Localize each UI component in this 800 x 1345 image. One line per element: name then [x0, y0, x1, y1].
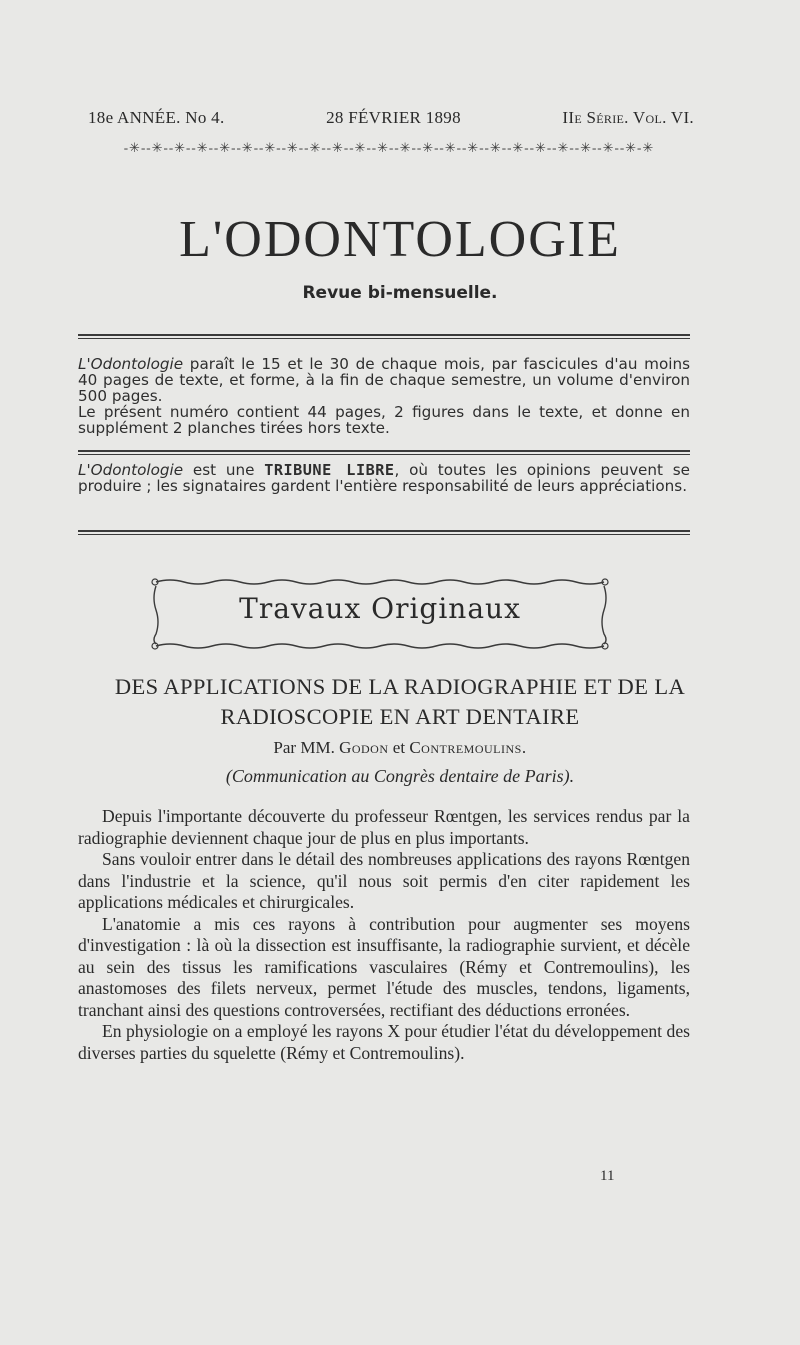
body-paragraph-4: En physiologie on a employé les rayons X pour étudier l'état du développement des diverses parties du squelette (Rémy et Contremoulins). — [78, 1021, 690, 1063]
double-rule-bottom — [78, 530, 690, 535]
notice-schedule-text: paraît le 15 et le 30 de chaque mois, par fascicules d'au moins 40 pages de texte, et forme, à la fin de chaque semestre, un volume d'environ 500 pages. — [78, 355, 690, 405]
double-rule-middle — [78, 450, 690, 455]
body-paragraph-2: Sans vouloir entrer dans le détail des nombreuses applications des rayons Rœntgen dans l'industrie et la science, qu'il nous soit permis d'en citer rapidement les applications médicales et chirurgicales. — [78, 849, 690, 912]
article-title-line-2: RADIOSCOPIE EN ART DENTAIRE — [220, 704, 580, 729]
author-godon: Godon — [339, 738, 389, 757]
journal-title: L'ODONTOLOGIE — [179, 211, 621, 268]
star-ornament-divider: -✳--✳--✳--✳--✳--✳--✳--✳--✳--✳--✳--✳--✳--✳--✳--✳--✳--✳--✳--✳--✳--✳--✳-✳ — [123, 140, 655, 155]
issue-number: 18e ANNÉE. No 4. — [88, 108, 225, 127]
body-paragraph-1: Depuis l'importante découverte du professeur Rœntgen, les services rendus par la radiographie deviennent chaque jour de plus en plus importants. — [78, 806, 690, 848]
journal-name-italic: L'Odontologie — [78, 355, 184, 373]
byline-prefix: Par MM. — [273, 738, 340, 757]
notice-tribune-mid: est une — [183, 461, 265, 479]
byline-and: et — [388, 738, 410, 757]
journal-name-italic-2: L'Odontologie — [78, 461, 184, 479]
notice-schedule — [78, 356, 690, 404]
communication-note: (Communication au Congrès dentaire de Paris). — [225, 766, 575, 786]
issue-date: 28 FÉVRIER 1898 — [326, 108, 461, 127]
article-title-line-1: DES APPLICATIONS DE LA RADIOGRAPHIE ET DE LA — [114, 674, 686, 699]
notice-tribune — [78, 462, 690, 494]
publication-notice — [78, 356, 690, 436]
series-volume: IIe Série. Vol. VI. — [562, 108, 694, 127]
journal-subtitle: Revue bi-mensuelle. — [302, 283, 498, 303]
issue-header — [88, 108, 694, 128]
body-paragraph-3: L'anatomie a mis ces rayons à contribution pour augmenter ses moyens d'investigation : là où la dissection est insuffisante, la radiographie survient, et décèle au sein des tissus les ramifications vasculaires (Rémy et Contremoulins), les anastomoses des filets nerveux, permet l'étude des muscles, tendons, ligaments, tranchant ainsi des questions controversées, rectifiant des déductions erronées. — [78, 913, 690, 1020]
notice-contents: Le présent numéro contient 44 pages, 2 figures dans le texte, et donne en supplément 2 planches tirées hors texte. — [78, 403, 690, 437]
section-title-frame — [150, 578, 610, 650]
page-number: 11 — [600, 1168, 615, 1184]
author-contremoulins: Contremoulins. — [409, 738, 527, 757]
section-title: Travaux Originaux — [239, 592, 521, 625]
byline — [0, 738, 800, 758]
notice-tribune-text: , où toutes les opinions peuvent se produire ; les signataires gardent l'entière responsabilité de leurs appréciations. — [78, 461, 690, 495]
tribune-libre-text: TRIBUNE LIBRE — [264, 461, 395, 479]
double-rule-top — [78, 334, 690, 339]
article-body — [78, 806, 690, 1064]
editorial-notice — [78, 462, 690, 494]
